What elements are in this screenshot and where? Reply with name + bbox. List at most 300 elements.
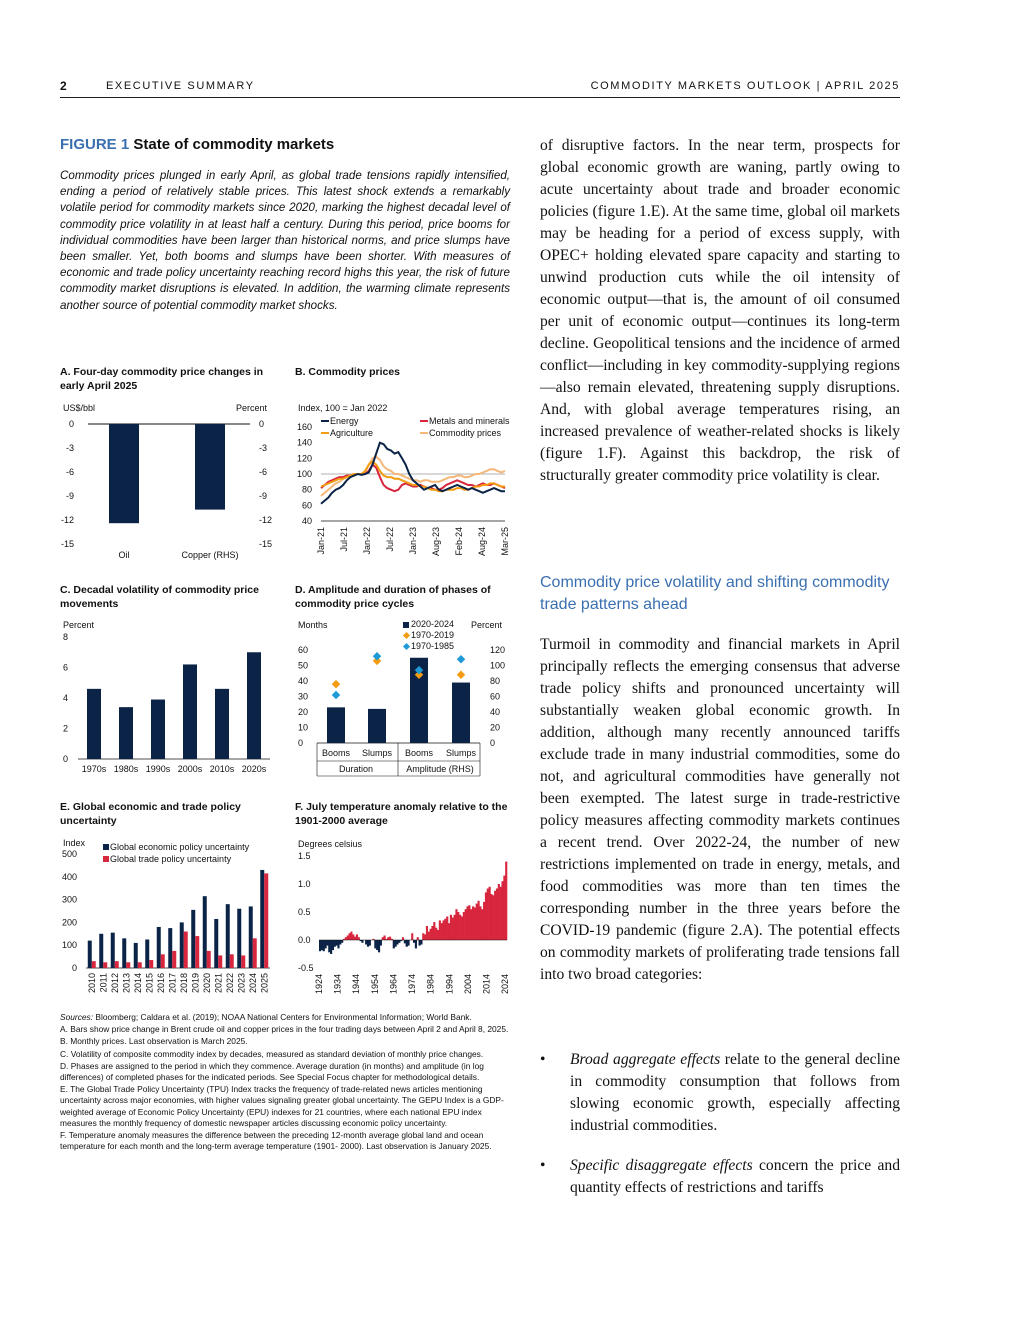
- bar-gepu-2011: [99, 934, 103, 968]
- bar-tpu-2022: [230, 954, 234, 968]
- x-tick-label: Mar-25: [500, 527, 510, 556]
- bar-tpu-2023: [241, 955, 245, 968]
- y-tick-label-right: -9: [259, 491, 268, 501]
- anomaly-bar: [466, 906, 468, 940]
- bar-gepu-2010: [88, 941, 92, 968]
- y-tick-label: 6: [63, 662, 69, 673]
- panel-b-title: B. Commodity prices: [295, 366, 401, 378]
- x-tick-label: Jul-21: [339, 527, 349, 552]
- chart-f: [295, 836, 515, 1006]
- y-tick-label-right: -15: [259, 539, 273, 549]
- anomaly-bar: [426, 926, 428, 940]
- y-tick-label-right: -6: [259, 467, 268, 477]
- panel-a-title: A. Four-day commodity price changes in early April 2025: [60, 366, 264, 392]
- sources-label: Sources:: [60, 1012, 94, 1022]
- y-tick-label-left: -6: [65, 467, 74, 477]
- bar-1980s: [119, 707, 133, 759]
- legend-label: Commodity prices: [429, 428, 502, 438]
- bullet-1-text: relate to the general decline in commodity consumption that follows from slowing economic growth, especially affecting industrial commodities.: [570, 1051, 900, 1134]
- anomaly-bar: [431, 926, 433, 940]
- panel-d-title: D. Amplitude and duration of phases of commodity price cycles: [295, 584, 491, 610]
- y-tick-label: 0.5: [298, 907, 311, 917]
- anomaly-bar: [325, 940, 327, 948]
- anomaly-bar: [341, 940, 343, 943]
- anomaly-bar: [441, 923, 443, 940]
- x-tick-label: Booms: [321, 748, 351, 758]
- panel-c-title: C. Decadal volatility of commodity price movements: [60, 584, 259, 610]
- anomaly-bar: [479, 906, 481, 940]
- y-tick-label: 1.5: [298, 851, 311, 861]
- y-tick-label: 80: [301, 484, 312, 495]
- anomaly-bar: [395, 940, 397, 947]
- anomaly-bar: [337, 940, 339, 948]
- bar-gepu-2013: [122, 938, 126, 968]
- bullet-dot: •: [540, 1051, 546, 1068]
- anomaly-bar: [492, 895, 494, 940]
- y-tick-label: 40: [301, 516, 312, 526]
- anomaly-bar: [369, 940, 371, 946]
- bar-tpu-2014: [138, 962, 142, 968]
- x-tick-label: 2010s: [209, 764, 235, 774]
- y-tick-label: 100: [61, 940, 77, 951]
- marker-1970-2019-booms-duration: [332, 680, 340, 688]
- bar-tpu-2015: [149, 960, 153, 968]
- figure-title: [60, 136, 334, 153]
- anomaly-bar: [472, 906, 474, 940]
- anomaly-bar: [411, 933, 413, 940]
- anomaly-bar: [468, 905, 470, 940]
- legend-swatch: [403, 632, 410, 639]
- x-tick-label: 2017: [167, 973, 178, 994]
- anomaly-bar: [319, 940, 321, 951]
- y-tick-label-right: 0: [490, 738, 496, 748]
- bar-gepu-2019: [191, 910, 195, 968]
- bar-1990s: [151, 700, 165, 759]
- bar-gepu-2022: [226, 904, 230, 968]
- anomaly-bar: [356, 934, 358, 940]
- anomaly-bar: [382, 937, 384, 940]
- x-tick-label: 2019: [190, 973, 201, 994]
- anomaly-bar: [465, 909, 467, 940]
- anomaly-bar: [419, 940, 421, 946]
- chart-c: [60, 617, 280, 782]
- anomaly-bar: [444, 919, 446, 940]
- x-tick-label: Jan-23: [408, 527, 418, 555]
- x-tick-label: Jan-22: [362, 527, 372, 555]
- bullet-2-term: Specific disaggregate effects: [570, 1157, 753, 1174]
- y-tick-label-left: 20: [298, 707, 309, 717]
- bar-tpu-2020: [207, 951, 211, 968]
- marker-1970-2019-slumps-amplitude: [457, 671, 465, 679]
- bar-gepu-2014: [134, 943, 138, 968]
- marker-1970-1985-slumps-duration: [373, 652, 381, 660]
- x-tick-label: 1934: [332, 974, 343, 995]
- x-tick-label: Aug-23: [431, 527, 441, 557]
- x-tick-label: Oil: [118, 550, 130, 560]
- body-paragraph-2: [540, 634, 900, 986]
- section-name: EXECUTIVE SUMMARY: [106, 80, 255, 92]
- x-tick-label: Jan-21: [316, 527, 326, 555]
- x-tick-label: 2021: [213, 973, 224, 994]
- note-d: D. Phases are assigned to the period in which they commence. Average duration (in months) and amplitude (in log differences) of completed phases for the indicated periods. See Special Focus chapter for methodological details.: [60, 1060, 484, 1083]
- anomaly-bar: [454, 915, 456, 940]
- x-tick-label: 1984: [425, 974, 436, 995]
- anomaly-bar: [494, 891, 496, 940]
- y-tick-label-right: 120: [490, 645, 506, 655]
- bullet-2-text: concern the price and quantity effects of restrictions and tariffs: [570, 1157, 901, 1196]
- anomaly-bar: [336, 940, 338, 946]
- x-tick-label: Slumps: [361, 748, 393, 758]
- anomaly-bar: [500, 887, 502, 940]
- anomaly-bar: [330, 940, 332, 954]
- x-tick-label: Copper (RHS): [181, 550, 239, 560]
- legend-label: Agriculture: [330, 428, 374, 438]
- anomaly-bar: [487, 888, 489, 940]
- y-tick-label-left: 0: [298, 738, 304, 748]
- anomaly-bar: [439, 920, 441, 940]
- y-tick-label-left: 0: [68, 419, 74, 429]
- anomaly-bar: [483, 902, 485, 940]
- anomaly-bar: [354, 937, 356, 940]
- x-tick-label: 2025: [259, 973, 270, 994]
- anomaly-bar: [345, 937, 347, 940]
- bar-gepu-2023: [237, 909, 241, 968]
- legend-swatch: [103, 856, 109, 862]
- anomaly-bar: [376, 940, 378, 950]
- anomaly-bar: [461, 916, 463, 940]
- y-axis-label: Index: [63, 838, 86, 848]
- bar-tpu-2019: [195, 936, 199, 968]
- anomaly-bar: [428, 932, 430, 940]
- anomaly-bar: [326, 940, 328, 946]
- anomaly-bar: [352, 934, 354, 940]
- legend-label: 1970-1985: [411, 641, 455, 651]
- anomaly-bar: [424, 934, 426, 940]
- y-tick-label: 0: [63, 754, 69, 764]
- x-tick-label: 2004: [462, 974, 473, 995]
- x-tick-label: Slumps: [445, 748, 477, 758]
- anomaly-bar: [367, 940, 369, 947]
- x-tick-label: 2012: [109, 973, 120, 994]
- anomaly-bar: [455, 909, 457, 940]
- x-tick-label: Feb-24: [454, 527, 464, 556]
- y-axis-label-left: US$/bbl: [63, 403, 96, 413]
- note-f: F. Temperature anomaly measures the difference between the preceding 12-month average global land and ocean temperature for each month and the long-term average temperature (1901- 2000). Last observation is January 2025.: [60, 1130, 492, 1152]
- anomaly-bar: [433, 922, 435, 940]
- bar-gepu-2018: [180, 922, 184, 968]
- anomaly-bar: [501, 881, 503, 940]
- para-1: of disruptive factors. In the near term, prospects for global economic growth are waning, partly owing to acute uncertainty about trade and broader economic policies (figure 1.E). At the same time, global oil markets may be heading for a period of excess supply, with OPEC+ holding elevated spare capacity and starting to unwind production cuts while the oil intensity of economic output—that is, the amount of oil consumed per unit of economic output—continues its long-term decline. Geopolitical tensions and the incidence of armed conflict—including in key commodity-supplying regions—also remain elevated, threatening supply disruptions. And, with global average temperatures rising, an increased prevalence of weather-related shocks is likely (figure 1.F). Against this backdrop, the risk of structurally greater commodity price volatility is clear.: [540, 137, 900, 484]
- anomaly-bar: [380, 940, 382, 946]
- y-tick-label-left: -3: [65, 443, 74, 453]
- bar-tpu-2021: [218, 955, 222, 968]
- y-tick-label-left: -12: [60, 515, 74, 525]
- x-tick-label: 2020: [201, 973, 212, 994]
- x-tick-label: 2014: [132, 973, 143, 994]
- bar-slumps-amplitude: [452, 683, 470, 743]
- anomaly-bar: [478, 901, 480, 940]
- y-tick-label-right: 100: [490, 660, 506, 671]
- legend-label: 1970-2019: [411, 630, 455, 640]
- bar-tpu-2010: [92, 961, 96, 968]
- note-e: E. The Global Trade Policy Uncertainty (TPU) Index tracks the frequency of trade-related news articles mentioning uncertainty across major economies, with higher values signaling greater global uncertainty. The GEPU Index is a GDP-weighted average of Economic Policy Uncertainty (EPU) indexes for 21 countries, where each national EPU index measures the monthly frequency of domestic newspaper articles discussing economic policy uncertainty.: [60, 1084, 504, 1128]
- bar-gepu-2012: [111, 933, 115, 968]
- anomaly-bar: [396, 940, 398, 944]
- panel-e-title: E. Global economic and trade policy uncertainty: [60, 801, 241, 827]
- y-tick-label-right: 40: [490, 707, 501, 717]
- y-tick-label: 160: [296, 422, 312, 432]
- anomaly-bar: [407, 940, 409, 946]
- anomaly-bar: [420, 940, 422, 944]
- bar-tpu-2024: [253, 938, 257, 968]
- body-paragraph-1: [540, 135, 900, 487]
- bullet-1: [540, 1049, 900, 1137]
- y-tick-label-right: 20: [490, 722, 501, 733]
- y-tick-label-right: -12: [259, 515, 273, 525]
- running-header: [60, 79, 900, 98]
- bullet-1-term: Broad aggregate effects: [570, 1051, 721, 1068]
- bar-slumps-duration: [368, 709, 386, 743]
- x-tick-label: 1990s: [145, 764, 171, 774]
- x-tick-label: 2022: [224, 973, 235, 994]
- x-tick-label: 2015: [144, 973, 155, 994]
- anomaly-bar: [448, 923, 450, 940]
- y-tick-label: 120: [296, 453, 312, 464]
- y-axis-label: Percent: [63, 620, 95, 630]
- x-tick-label: 2011: [98, 973, 109, 993]
- bar-copper-rhs-: [195, 424, 225, 510]
- anomaly-bar: [347, 936, 349, 940]
- y-axis-label: Index, 100 = Jan 2022: [298, 403, 388, 413]
- anomaly-bar: [374, 940, 376, 948]
- anomaly-bar: [404, 940, 406, 943]
- y-axis-label-right: Percent: [235, 403, 267, 413]
- y-tick-label: 140: [296, 437, 312, 448]
- y-tick-label-right: 0: [259, 419, 265, 429]
- anomaly-bar: [415, 940, 417, 948]
- y-tick-label-left: 10: [298, 722, 309, 733]
- group-label: Amplitude (RHS): [406, 764, 474, 774]
- y-tick-label-right: 80: [490, 676, 501, 686]
- figure-notes: [60, 1012, 510, 1153]
- figure-title-text: State of commodity markets: [133, 136, 335, 153]
- anomaly-bar: [489, 887, 491, 940]
- chart-e: [60, 836, 280, 1006]
- y-tick-label: 60: [301, 500, 312, 511]
- anomaly-bar: [323, 940, 325, 951]
- anomaly-bar: [422, 933, 424, 940]
- bar-gepu-2025: [260, 870, 264, 968]
- anomaly-bar: [481, 909, 483, 940]
- bar-1970s: [87, 689, 101, 759]
- y-tick-label: 400: [61, 871, 77, 882]
- y-tick-label-left: 30: [298, 691, 309, 702]
- anomaly-bar: [505, 862, 507, 940]
- group-label: Duration: [338, 764, 374, 774]
- chart-a: [60, 400, 280, 565]
- bar-oil: [109, 424, 139, 523]
- anomaly-bar: [498, 884, 500, 940]
- x-tick-label: Jul-22: [385, 527, 395, 552]
- x-tick-label: 1994: [444, 974, 455, 995]
- sources-note: [60, 1012, 510, 1023]
- anomaly-bar: [334, 940, 336, 947]
- bar-gepu-2021: [214, 919, 218, 968]
- x-tick-label: Aug-24: [477, 527, 487, 557]
- anomaly-bar: [398, 940, 400, 943]
- x-tick-label: 2024: [500, 974, 511, 995]
- bar-gepu-2020: [203, 896, 207, 968]
- sources-text: Bloomberg; Caldara et al. (2019); NOAA National Centers for Environmental Information; World Bank.: [93, 1012, 472, 1022]
- y-tick-label: 100: [296, 469, 312, 479]
- y-tick-label: 0.0: [298, 935, 311, 945]
- section-heading: Commodity price volatility and shifting commodity trade patterns ahead: [540, 574, 890, 613]
- x-tick-label: 1964: [388, 974, 399, 995]
- x-tick-label: 2020s: [241, 764, 267, 774]
- page-number: 2: [60, 79, 67, 93]
- anomaly-bar: [361, 940, 363, 943]
- anomaly-bar: [457, 912, 459, 940]
- legend-label: Metals and minerals: [429, 416, 510, 426]
- note-a: A. Bars show price change in Brent crude oil and copper prices in the four trading days between April 2 and April 8, 2025.: [60, 1024, 509, 1035]
- chart-b: [295, 400, 515, 565]
- bar-gepu-2016: [157, 927, 161, 968]
- legend-label: Global trade policy uncertainty: [110, 854, 232, 864]
- y-tick-label: 0: [71, 963, 77, 973]
- bar-tpu-2013: [126, 962, 130, 968]
- bar-tpu-2025: [264, 873, 268, 968]
- note-b: B. Monthly prices. Last observation is March 2025.: [60, 1036, 248, 1047]
- bar-gepu-2024: [249, 906, 253, 968]
- anomaly-bar: [490, 894, 492, 940]
- bullet-2: [540, 1155, 900, 1199]
- anomaly-bar: [459, 915, 461, 940]
- anomaly-bar: [358, 937, 360, 940]
- anomaly-bar: [339, 940, 341, 944]
- bar-tpu-2012: [115, 961, 119, 968]
- anomaly-bar: [452, 918, 454, 940]
- anomaly-bar: [413, 940, 415, 943]
- bar-2000s: [183, 664, 197, 759]
- anomaly-bar: [389, 937, 391, 940]
- x-tick-label: 2024: [247, 973, 258, 994]
- x-tick-label: 2023: [236, 973, 247, 994]
- y-tick-label-left: -9: [65, 491, 74, 501]
- bar-2020s: [247, 652, 261, 759]
- anomaly-bar: [437, 930, 439, 940]
- y-tick-label: 300: [61, 894, 77, 905]
- anomaly-bar: [446, 916, 448, 940]
- legend-swatch: [403, 643, 410, 650]
- x-tick-label: 2013: [121, 973, 132, 994]
- legend-swatch: [103, 844, 109, 850]
- legend-label: 2020-2024: [411, 619, 455, 629]
- x-tick-label: 2016: [155, 973, 166, 994]
- y-axis-label-right: Percent: [470, 620, 502, 630]
- y-tick-label-right: -3: [259, 443, 268, 453]
- anomaly-bar: [321, 940, 323, 950]
- anomaly-bar: [503, 876, 505, 940]
- x-tick-label: 2000s: [177, 764, 203, 774]
- anomaly-bar: [450, 915, 452, 940]
- anomaly-bar: [402, 937, 404, 940]
- x-tick-label: Booms: [404, 748, 434, 758]
- anomaly-bar: [384, 936, 386, 940]
- bar-gepu-2017: [168, 928, 172, 968]
- anomaly-bar: [463, 912, 465, 940]
- anomaly-bar: [332, 940, 334, 950]
- bar-tpu-2018: [184, 932, 188, 968]
- y-axis-label: Degrees celsius: [298, 839, 363, 849]
- anomaly-bar: [350, 932, 352, 940]
- bar-gepu-2015: [145, 940, 149, 969]
- bar-tpu-2016: [161, 954, 165, 968]
- anomaly-bar: [348, 933, 350, 940]
- para-2: Turmoil in commodity and financial markets in April principally reflects the emerging consensus that adverse trade policy shifts and pronounced uncertainty will substantially weaken global economic growth. In addition, although many recently announced tariffs exclude trade in many industrial commodities, some do not, and agricultural commodities have generally not been exempted. The latest surge in trade-restrictive policy measures affecting commodity markets continues a recent trend. Over 2022-24, the number of new restrictions implemented on trade in energy, metals, and food commodities was more than ten times the corresponding number in the three years before the COVID-19 pandemic (figure 2.A). The potential effects on commodity markets of proliferating trade tensions fall into two broad categories:: [540, 636, 900, 983]
- legend-label: Energy: [330, 416, 359, 426]
- x-tick-label: 1944: [351, 974, 362, 995]
- y-tick-label: 500: [61, 849, 77, 859]
- figure-caption: Commodity prices plunged in early April, as global trade tensions rapidly intensified, ending a period of relatively stable prices. This latest shock extends a remarkably volatile period for commodity markets since 2020, marking the highest decadal level of commodity price volatility in at least half a century. During this period, price booms for individual commodities have been larger than historical norms, and price slumps have been smaller. Yet, both booms and slumps have been shorter. With measures of economic and trade policy uncertainty reaching record highs this year, the risk of future commodity market disruptions is elevated. In addition, the warming climate represents another source of potential commodity market shocks.: [60, 169, 510, 312]
- note-c: C. Volatility of composite commodity index by decades, measured as standard deviation of monthly price changes.: [60, 1048, 484, 1059]
- figure-label: FIGURE 1: [60, 136, 130, 153]
- x-tick-label: 2010: [86, 973, 97, 994]
- x-tick-label: 2018: [178, 973, 189, 994]
- anomaly-bar: [435, 928, 437, 940]
- y-tick-label: 8: [63, 632, 69, 642]
- anomaly-bar: [485, 892, 487, 940]
- y-tick-label: 1.0: [298, 879, 311, 889]
- bar-tpu-2017: [172, 951, 176, 968]
- x-tick-label: 1974: [407, 974, 418, 995]
- y-tick-label: 4: [63, 693, 69, 703]
- anomaly-bar: [476, 904, 478, 940]
- y-tick-label: 200: [61, 917, 77, 928]
- anomaly-bar: [470, 909, 472, 940]
- y-tick-label-left: -15: [60, 539, 74, 549]
- y-tick-label: -0.5: [298, 963, 314, 973]
- y-tick-label-left: 40: [298, 676, 309, 686]
- bar-2010s: [215, 689, 229, 759]
- y-tick-label-left: 50: [298, 660, 309, 671]
- x-tick-label: 1970s: [81, 764, 107, 774]
- legend-label: Global economic policy uncertainty: [110, 842, 250, 852]
- legend-swatch: [403, 622, 409, 628]
- anomaly-bar: [378, 940, 380, 952]
- anomaly-bar: [417, 937, 419, 940]
- x-tick-label: 1954: [369, 974, 380, 995]
- anomaly-bar: [442, 920, 444, 940]
- y-tick-label-right: 60: [490, 691, 501, 702]
- anomaly-bar: [406, 940, 408, 947]
- anomaly-bar: [393, 940, 395, 948]
- y-axis-label-left: Months: [298, 620, 328, 630]
- bullet-dot: •: [540, 1157, 546, 1174]
- y-tick-label: 2: [63, 723, 69, 734]
- x-tick-label: 1924: [314, 974, 324, 995]
- chart-d: [295, 617, 515, 782]
- x-tick-label: 2014: [481, 974, 492, 995]
- anomaly-bar: [496, 888, 498, 940]
- bar-tpu-2011: [103, 962, 107, 968]
- anomaly-bar: [328, 940, 330, 952]
- marker-1970-1985-booms-duration: [332, 691, 340, 699]
- anomaly-bar: [387, 937, 389, 940]
- anomaly-bar: [365, 940, 367, 944]
- marker-1970-1985-slumps-amplitude: [457, 655, 465, 663]
- anomaly-bar: [430, 929, 432, 940]
- y-tick-label-left: 60: [298, 645, 309, 655]
